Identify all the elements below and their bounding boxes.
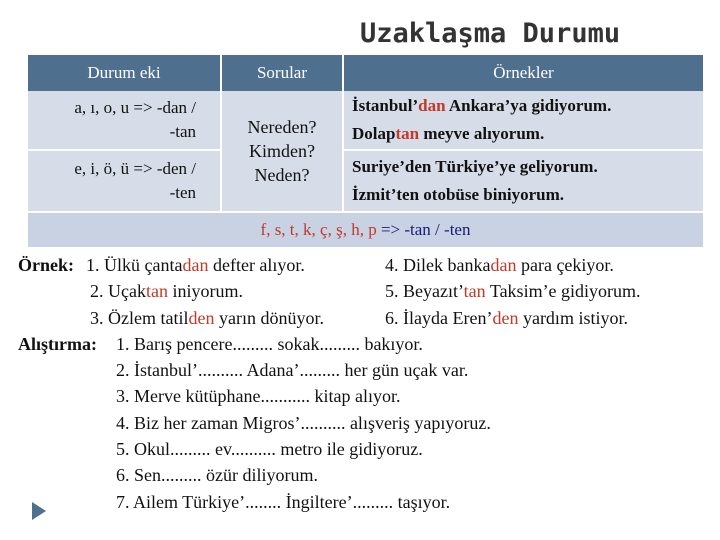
ornek-text: Taksim’e gidiyorum. <box>485 281 641 302</box>
rule-consonants: f, s, t, k, ç, ş, h, p <box>260 220 377 239</box>
exercise-area <box>0 252 720 515</box>
list-item <box>0 252 720 278</box>
list-item <box>0 462 720 488</box>
ornek-text: iniyorum. <box>167 281 243 302</box>
list-item <box>0 436 720 462</box>
ornek-suffix: tan <box>463 281 486 302</box>
ornek-suffix: tan <box>145 281 168 302</box>
alistirma-item: 2. İstanbul’.......... Adana’......... her gün uçak var. <box>116 360 469 381</box>
ornek-text: 3. Özlem tatil <box>90 307 189 328</box>
rule-text: => -tan / -ten <box>376 220 471 239</box>
ornek-text: 1. Ülkü çanta <box>86 255 183 275</box>
ornek-text: para çekiyor. <box>516 255 614 275</box>
arrow-bullet-icon <box>30 500 48 522</box>
ornek-text: yardım istiyor. <box>518 307 628 328</box>
example-text: meyve alıyorum. <box>419 124 545 143</box>
rule-row <box>28 212 703 247</box>
ornek-suffix: den <box>188 307 215 328</box>
question-item: Kimden? <box>249 141 315 161</box>
table-row <box>28 150 703 212</box>
ornek-item-b <box>385 305 628 331</box>
example-text: Dolap <box>352 124 396 143</box>
ornek-cell-front <box>343 150 703 212</box>
eki-line: a, ı, o, u => -dan / <box>74 98 196 117</box>
alistirma-item: 5. Okul......... ev.......... metro ile gidiyoruz. <box>116 439 423 460</box>
list-item <box>0 489 720 515</box>
ornek-text: 4. Dilek banka <box>385 255 491 275</box>
ornek-suffix: dan <box>490 255 517 275</box>
alistirma-item: 6. Sen......... özür diliyorum. <box>116 465 318 486</box>
alistirma-label: Alıştırma: <box>18 333 97 354</box>
ornek-cell-back <box>343 91 703 150</box>
ornek-item-b <box>385 252 614 278</box>
list-item <box>0 357 720 383</box>
ornek-text: 5. Beyazıt’ <box>385 281 464 302</box>
ornek-suffix: dan <box>182 255 209 275</box>
example-sentence <box>352 92 703 120</box>
eki-line: e, i, ö, ü => -den / <box>74 159 196 178</box>
ornek-item-b <box>385 278 641 304</box>
header-ornekler: Örnekler <box>343 55 703 91</box>
ornek-item-a <box>90 305 324 331</box>
example-sentence: Suriye’den Türkiye’ye geliyorum. <box>352 157 598 176</box>
header-sorular: Sorular <box>221 55 343 91</box>
ornek-text: defter alıyor. <box>208 255 305 275</box>
eki-cell-front <box>28 150 221 212</box>
alistirma-item: 4. Biz her zaman Migros’.......... alışveriş yapıyoruz. <box>116 412 491 433</box>
header-durum-eki: Durum eki <box>28 55 221 91</box>
ornek-item-a <box>86 252 305 278</box>
list-item <box>0 331 720 357</box>
sorular-cell <box>221 91 343 212</box>
ornek-text: 6. İlayda Eren’ <box>385 307 493 328</box>
alistirma-item: 1. Barış pencere......... sokak......... bakıyor. <box>116 333 423 354</box>
eki-line: -ten <box>169 183 196 202</box>
list-item <box>0 278 720 304</box>
example-text: İstanbul’ <box>352 96 419 115</box>
alistirma-item: 3. Merve kütüphane........... kitap alıyor. <box>116 386 401 407</box>
question-item: Nereden? <box>247 117 317 137</box>
example-suffix: tan <box>395 124 420 143</box>
rule-cell <box>28 212 703 247</box>
page-title: Uzaklaşma Durumu <box>360 18 621 49</box>
alistirma-item: 7. Ailem Türkiye’........ İngiltere’......... taşıyor. <box>116 491 451 512</box>
example-sentence <box>352 120 703 148</box>
table-row <box>28 91 703 150</box>
list-item <box>0 410 720 436</box>
list-item <box>0 383 720 409</box>
example-suffix: dan <box>418 96 446 115</box>
example-sentence: İzmit’ten otobüse biniyorum. <box>352 185 565 204</box>
example-text: Ankara’ya gidiyorum. <box>445 96 612 115</box>
eki-line: -tan <box>169 122 196 141</box>
ornek-label: Örnek: <box>18 255 74 275</box>
eki-cell-back <box>28 91 221 150</box>
question-item: Neden? <box>254 165 310 185</box>
list-item <box>0 305 720 331</box>
ornek-suffix: den <box>492 307 519 328</box>
ornek-item-a <box>90 278 243 304</box>
ornek-text: 2. Uçak <box>90 281 146 302</box>
case-table <box>28 55 703 247</box>
table-header-row <box>28 55 703 91</box>
ornek-text: yarın dönüyor. <box>214 307 324 328</box>
